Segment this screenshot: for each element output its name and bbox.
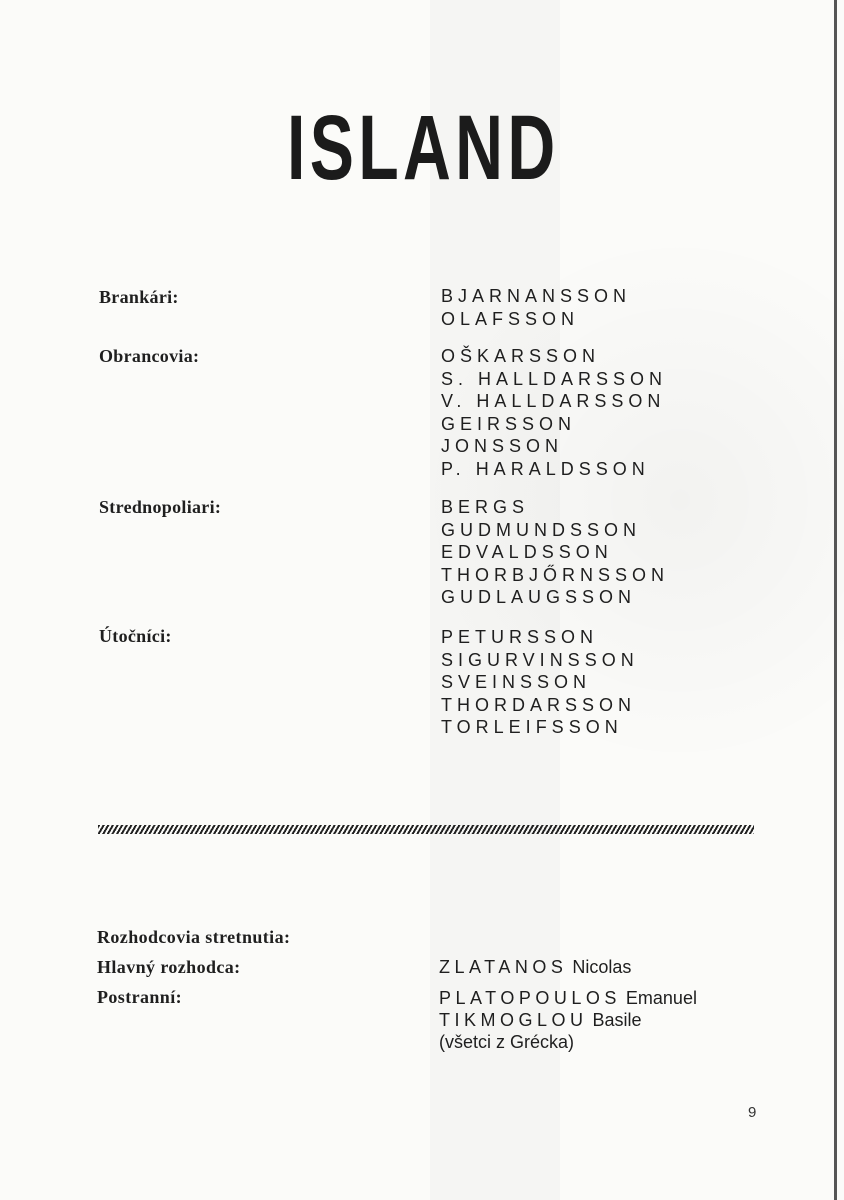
player-name: BJARNANSSON: [441, 286, 632, 306]
main-referee-label: Hlavný rozhodca:: [97, 957, 241, 977]
defenders-list: [441, 345, 667, 480]
player-name: P. HARALDSSON: [441, 458, 650, 479]
player-name: OLAFSSON: [441, 308, 580, 329]
assistant-referee: [439, 1010, 642, 1031]
page-number: 9: [748, 1104, 757, 1121]
page-edge: [834, 0, 837, 1200]
forwards-list: [441, 626, 639, 739]
player-name: THORBJŐRNSSON: [441, 564, 670, 585]
referee-surname: ZLATANOS: [439, 957, 568, 977]
player-name: JONSSON: [441, 436, 564, 456]
section-label-defenders: Obrancovia:: [99, 346, 200, 366]
player-name: OŠKARSSON: [441, 346, 601, 366]
player-name: SIGURVINSSON: [441, 649, 639, 670]
page-title: ISLAND: [287, 97, 560, 199]
player-name: S. HALLDARSSON: [441, 368, 668, 389]
section-label-midfielders: Strednopoliari:: [99, 497, 222, 517]
officials-heading: Rozhodcovia stretnutia:: [97, 927, 291, 947]
assistants-label: Postranní:: [97, 987, 182, 1007]
section-label-forwards: Útočníci:: [99, 626, 172, 646]
player-name: SVEINSSON: [441, 672, 592, 692]
section-label-goalkeepers: Brankári:: [99, 287, 179, 307]
player-name: EDVALDSSON: [441, 542, 613, 562]
player-name: GUDLAUGSSON: [441, 587, 637, 607]
referee-first-name: Emanuel: [625, 988, 697, 1008]
referee-first-name: Basile: [592, 1010, 642, 1030]
player-name: GEIRSSON: [441, 413, 577, 434]
player-name: BERGS: [441, 497, 530, 517]
player-name: THORDARSSON: [441, 694, 637, 715]
player-name: TORLEIFSSON: [441, 717, 623, 737]
referee-surname: TIKMOGLOU: [439, 1010, 588, 1030]
midfielders-list: [441, 496, 669, 609]
assistant-referee: [439, 988, 697, 1009]
goalkeepers-list: [441, 285, 631, 330]
main-referee: [439, 957, 631, 978]
player-name: PETURSSON: [441, 627, 599, 647]
hatched-divider: [98, 825, 754, 834]
player-name: V. HALLDARSSON: [441, 391, 666, 411]
officials-nationality-note: (všetci z Grécka): [439, 1032, 575, 1052]
player-name: GUDMUNDSSON: [441, 519, 642, 540]
referee-surname: PLATOPOULOS: [439, 988, 621, 1008]
referee-first-name: Nicolas: [572, 957, 632, 977]
